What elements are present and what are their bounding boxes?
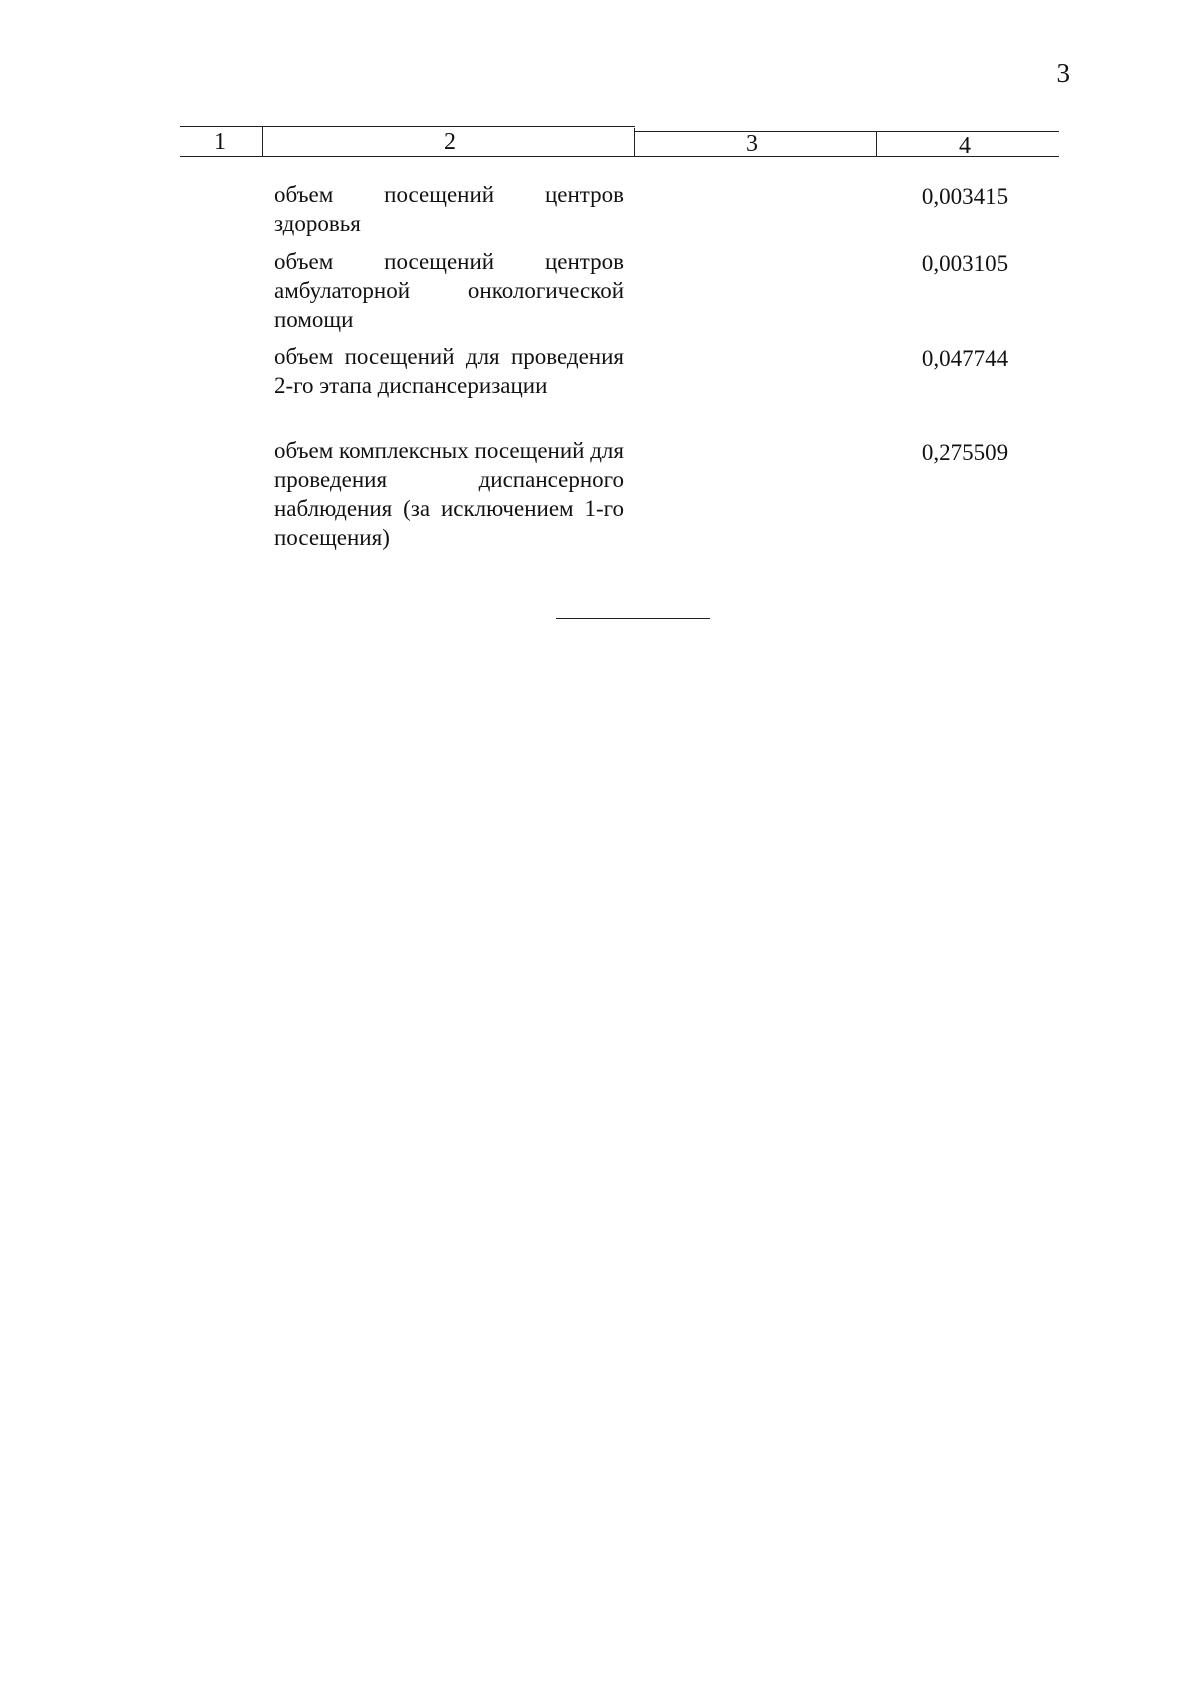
- header-divider-3: [876, 131, 877, 156]
- row-value: 0,003415: [921, 184, 1009, 209]
- column-header-1: 1: [214, 129, 226, 155]
- column-header-2: 2: [444, 129, 456, 155]
- row-description: объем посещений центров здоровья: [274, 182, 624, 236]
- header-top-rule: [180, 126, 635, 127]
- row-value: 0,275509: [921, 440, 1009, 465]
- row-value: 0,047744: [921, 346, 1009, 371]
- column-header-4: 4: [959, 133, 971, 159]
- header-bottom-rule: [180, 156, 1059, 157]
- row-description: объем комплексных посещений для проведения диспансерного наблюдения (за исключением 1-го посещения): [274, 438, 624, 550]
- row-value: 0,003105: [921, 251, 1009, 276]
- row-description: объем посещений центров амбулаторной онкологической помощи: [274, 249, 624, 332]
- end-of-document-rule: [556, 618, 710, 619]
- column-header-3: 3: [746, 131, 758, 157]
- row-description: объем посещений для проведения 2-го этапа диспансеризации: [274, 344, 624, 398]
- page-number: 3: [1056, 58, 1070, 88]
- header-divider-1: [262, 127, 263, 156]
- header-divider-2: [634, 128, 635, 156]
- header-top-rule-right: [635, 131, 1059, 132]
